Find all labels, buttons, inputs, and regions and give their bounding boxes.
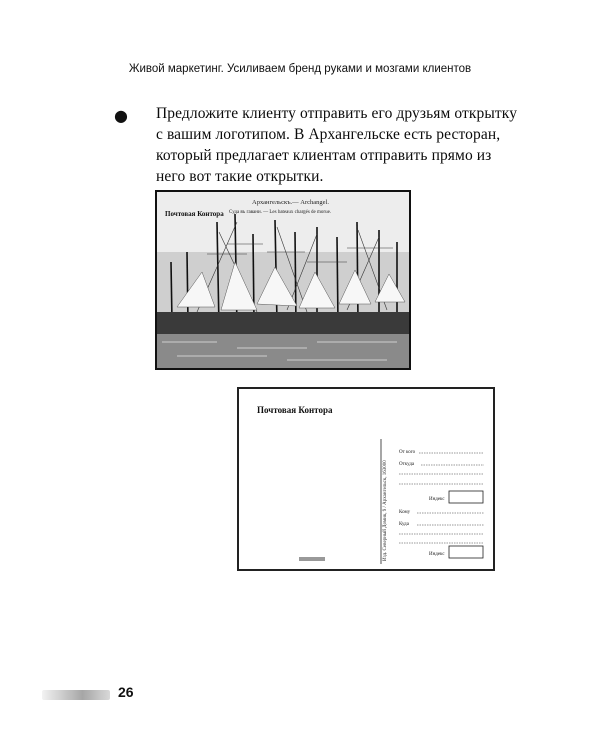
postcard-side-text: Изд. Северный Домик, 9 / Архангельск, 163000 (383, 460, 388, 561)
bullet-marker: ● (114, 106, 128, 125)
index-box-1 (449, 491, 483, 503)
field-index2-label: Индекс (429, 552, 445, 557)
ship-hulls (157, 312, 409, 334)
photo-caption-line2: Суда въ гавани. — Les bateaux chargés de morue. (229, 210, 332, 215)
harbor-water (157, 334, 409, 368)
postcard-footer-mark (299, 557, 325, 561)
page-number-shading (42, 690, 110, 700)
index-box-2 (449, 546, 483, 558)
bullet-text: Предложите клиенту отправить его друзьям открытку с вашим логотипом. В Архангельске есть ресторан, который предлагает клиентам отправить прямо из него вот такие открытки. (156, 105, 518, 185)
photo-logo-text: Почтовая Контора (165, 210, 224, 218)
field-to-address-label: Куда (399, 522, 409, 527)
field-from-address-label: Откуда (399, 462, 415, 467)
page-number: 26 (118, 684, 134, 700)
photo-caption-line1: Архангельскъ.— Archangel. (252, 199, 329, 206)
field-to-label: Кому (399, 510, 411, 515)
field-from-label: От кого (399, 450, 416, 455)
harbor-photo-postcard (155, 190, 411, 370)
postcard-logo-text: Почтовая Контора (257, 405, 333, 415)
field-index1-label: Индекс (429, 497, 445, 502)
postcard-back (237, 387, 495, 571)
bullet-item (114, 103, 520, 187)
running-header: Живой маркетинг. Усиливаем бренд руками и мозгами клиентов (128, 63, 472, 75)
